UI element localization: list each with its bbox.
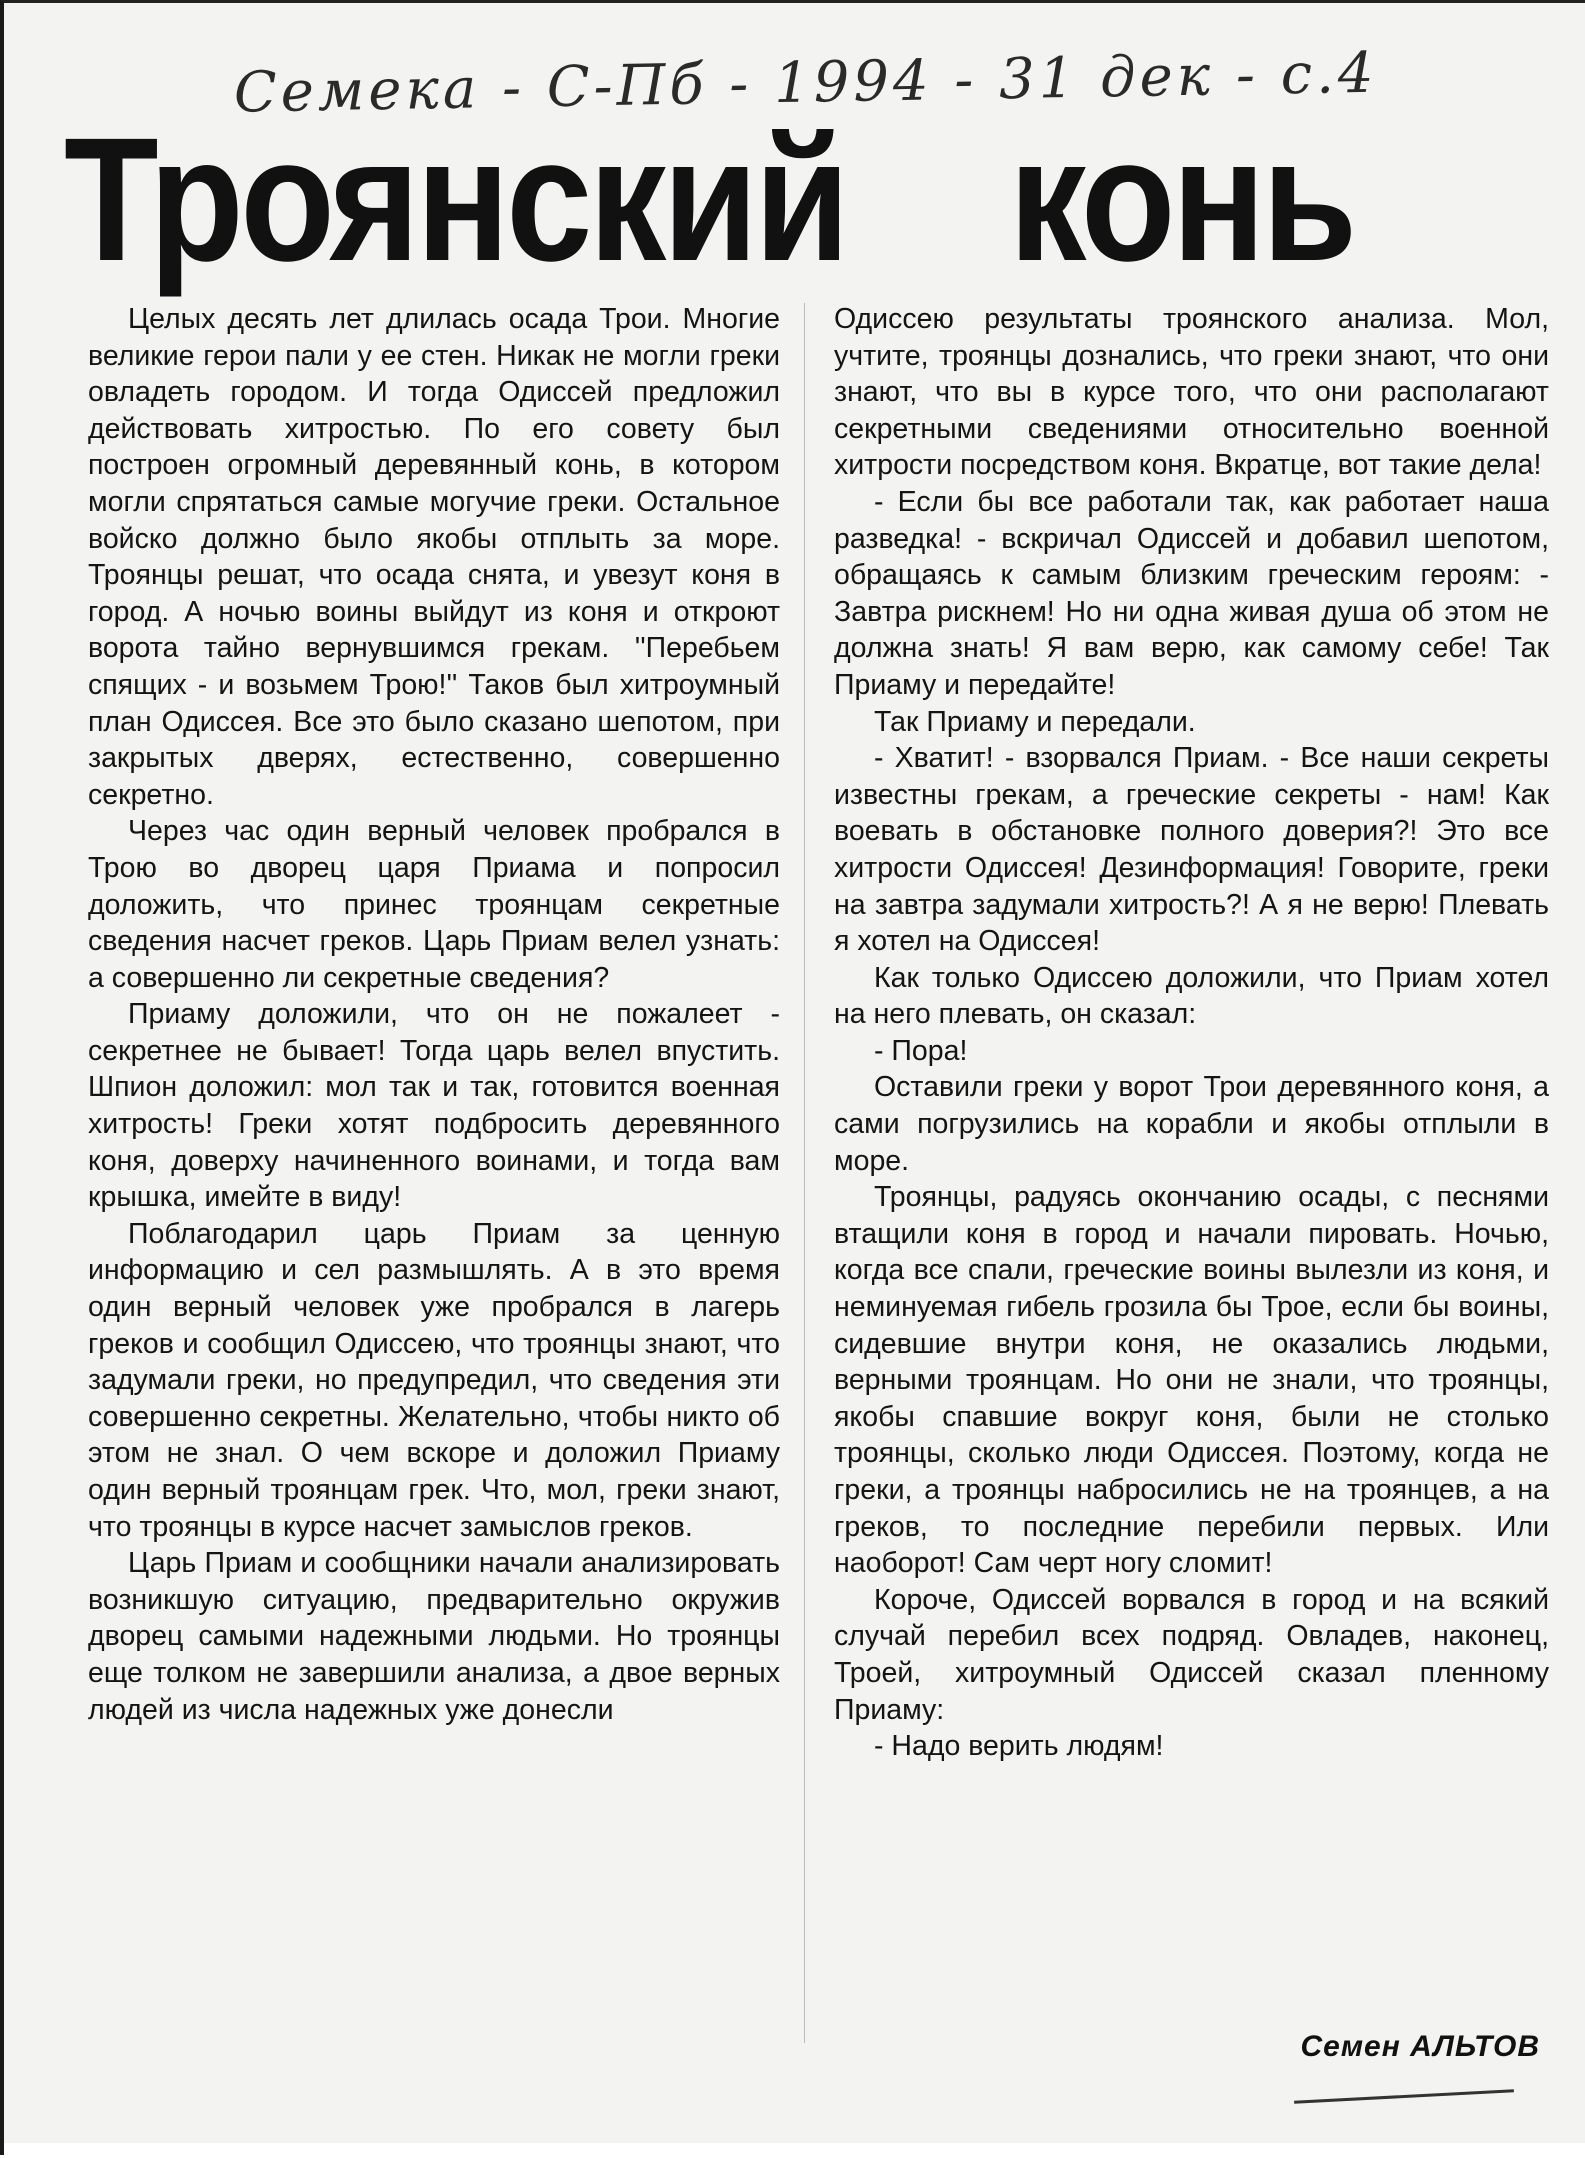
column-divider xyxy=(804,303,805,2043)
author-signature: Семен АЛЬТОВ xyxy=(1300,2030,1540,2063)
paragraph: - Пора! xyxy=(874,1034,968,1067)
paragraph: Целых десять лет длилась осада Трои. Многие великие герои пали у ее стен. Никак не могли греки овладеть городом. И тогда Одиссей предложил действовать хитростью. По его совету был построен огромный деревянный конь, в котором могли спрятаться самые могучие греки. Остальное войско должно было якобы отплыть за море. Троянцы решат, что осада снята, и увезут коня в город. А ночью воины выйдут из коня и откроют ворота тайно вернувшимся грекам. ''Перебьем спящих - и возьмем Трою!'' Таков был хитроумный план Одиссея. Все это было сказано шепотом, при закрытых дверях, естественно, совершенно секретно. xyxy=(88,303,780,811)
paragraph: Оставили греки у ворот Трои деревянного коня, а сами погрузились на корабли и якобы отплыли в море. xyxy=(834,1071,1549,1177)
paragraph: Приаму доложили, что он не пожалеет - секретнее не бывает! Тогда царь велел впустить. Шпион доложил: мол так и так, готовится военная хитрость! Греки хотят подбросить деревянного коня, доверху начиненного воинами, и тогда вам крышка, имейте в виду! xyxy=(88,998,780,1214)
paragraph: Поблагодарил царь Приам за ценную информацию и сел размышлять. А в это время один верный человек уже пробрался в лагерь греков и сообщил Одиссею, что троянцы знают, что задумали греки, но предупредил, что сведения эти совершенно секретны. Желательно, чтобы никто об этом не знал. О чем вскоре и доложил Приаму один верный троянцам грек. Что, мол, греки знают, что троянцы в курсе насчет замыслов греков. xyxy=(88,1217,780,1543)
article-column-right xyxy=(834,301,1549,1765)
handwritten-source-note: Семека - С-Пб - 1994 - 31 дек - с.4 xyxy=(233,40,1378,126)
signature-underline xyxy=(1294,2089,1514,2104)
paragraph: Через час один верный человек пробрался в Трою во дворец царя Приама и попросил доложить, что принес троянцам секретные сведения насчет греков. Царь Приам велел узнать: а совершенно ли секретные сведения? xyxy=(88,815,780,994)
paragraph: - Надо верить людям! xyxy=(874,1730,1164,1763)
paragraph: - Если бы все работали так, как работает наша разведка! - вскричал Одиссей и добавил шепотом, обращаясь к самым близким греческим героям: - Завтра рискнем! Но ни одна живая душа об этом не должна знать! Я вам верю, как самому себе! Так Приаму и передайте! xyxy=(834,485,1549,701)
paragraph: Короче, Одиссей ворвался в город и на всякий случай перебил всех подряд. Овладев, наконец, Троей, хитроумный Одиссей сказал пленному Приаму: xyxy=(834,1583,1549,1726)
paragraph: Одиссею результаты троянского анализа. Мол, учтите, троянцы дознались, что греки знают, что они знают, что вы в курсе того, что они располагают секретными сведениями относительно военной хитрости посредством коня. Вкратце, вот такие дела! xyxy=(834,303,1549,482)
paragraph: - Хватит! - взорвался Приам. - Все наши секреты известны грекам, а греческие секреты - нам! Как воевать в обстановке полного доверия?! Это все хитрости Одиссея! Дезинформация! Говорите, греки на завтра задумали хитрость?! А я не верю! Плевать я хотел на Одиссея! xyxy=(834,742,1549,958)
article-column-left xyxy=(88,301,780,1728)
paragraph: Царь Приам и сообщники начали анализировать возникшую ситуацию, предварительно окружив дворец самыми надежными людьми. Но троянцы еще толком не завершили анализа, а двое верных людей из числа надежных уже донесли xyxy=(88,1547,780,1726)
headline: Троянский конь xyxy=(64,102,1354,298)
paragraph: Троянцы, радуясь окончанию осады, с песнями втащили коня в город и начали пировать. Ночью, когда все спали, греческие воины вылезли из коня, и неминуемая гибель грозила бы Трое, если бы воины, сидевшие внутри коня, не оказались людьми, верными троянцам. Но они не знали, что троянцы, якобы спавшие вокруг коня, были не столько троянцы, сколько люди Одиссея. Поэтому, когда не греки, а троянцы набросились не на троянцев, а на греков, то последние перебили первых. Или наоборот! Сам черт ногу сломит! xyxy=(834,1181,1549,1580)
clipping-bottom-edge xyxy=(4,2143,1585,2158)
paragraph: Так Приаму и передали. xyxy=(874,705,1196,738)
paragraph: Как только Одиссею доложили, что Приам хотел на него плевать, он сказал: xyxy=(834,961,1549,1031)
